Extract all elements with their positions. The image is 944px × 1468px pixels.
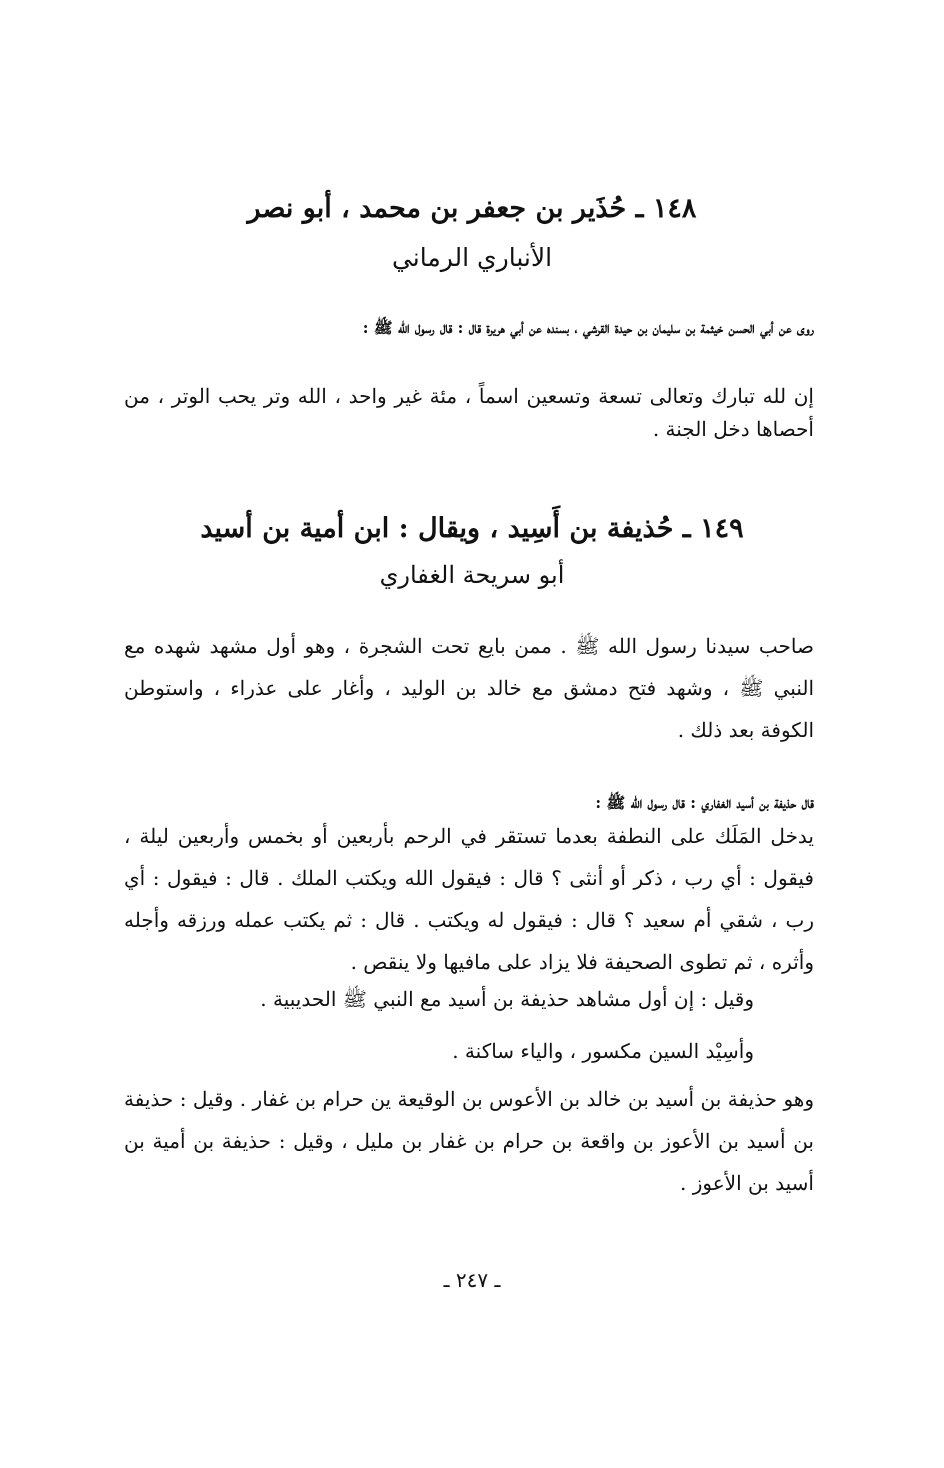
entry-149-hadith: يدخل المَلَك على النطفة بعدما تستقر في الرحم بأربعين أو بخمس وأربعين ليلة ، فيقول : أي رب ، ذكر أو أنثى ؟ قال : فيقول الله ويكتب الملك . قال : فيقول : أي رب ، شقي أم سعيد ؟ قال : فيقول له ويكتب . قال : ثم يكتب عمله ورزقه وأجله وأثره ، ثم تطوى الصحيفة فلا يزاد على مافيها ولا ينقص .: [124, 824, 814, 974]
entry-148-hadith: إن لله تبارك وتعالى تسعة وتسعين اسماً ، مئة غير واحد ، الله وتر يحب الوتر ، من أحصاها دخل الجنة .: [124, 384, 814, 441]
entry-148-chain: روى عن أبي الحسن خيثمة بن سليمان بن حيدة القرشي ، بسنده عن أبي هريرة قال : قال رسول الله ﷺ :: [362, 318, 814, 337]
entry-149-chain: قال حذيفة بن أسيد الغفاري : قال رسول الله ﷺ :: [595, 793, 814, 812]
entry-148-subtitle: الأنباري الرماني: [391, 243, 553, 272]
entry-149-lineage: وهو حذيفة بن أسيد بن خالد بن الأعوس بن الوقيعة ين حرام بن غفار . وقيل : حذيفة بن أسيد بن الأعوز بن واقعة بن حرام بن غفار بن مليل ، وقيل : حذيفة بن أمية بن أسيد بن الأعوز .: [124, 1087, 814, 1195]
entry-148-title: ١٤٨ ـ حُذَير بن جعفر بن محمد ، أبو نصر: [247, 193, 697, 224]
entry-149-bio: صاحب سيدنا رسول الله ﷺ . ممن بايع تحت الشجرة ، وهو أول مشهد شهده مع النبي ﷺ ، وشهد فتح دمشق مع خالد بن الوليد ، وأغار على عذراء ، واستوطن الكوفة بعد ذلك .: [124, 634, 814, 742]
entry-149-title: ١٤٩ ـ حُذيفة بن أَسِيد ، ويقال : ابن أمية بن أسيد: [200, 513, 744, 544]
entry-149-note-first-battle: وقيل : إن أول مشاهد حذيفة بن أسيد مع النبي ﷺ الحديبية .: [260, 987, 754, 1011]
page-number: ـ ٢٤٧ ـ: [443, 1268, 501, 1292]
entry-149-subtitle: أبو سريحة الغفاري: [379, 561, 565, 589]
entry-149-note-spelling: وأسِيْد السين مكسور ، والياء ساكنة .: [452, 1039, 754, 1063]
